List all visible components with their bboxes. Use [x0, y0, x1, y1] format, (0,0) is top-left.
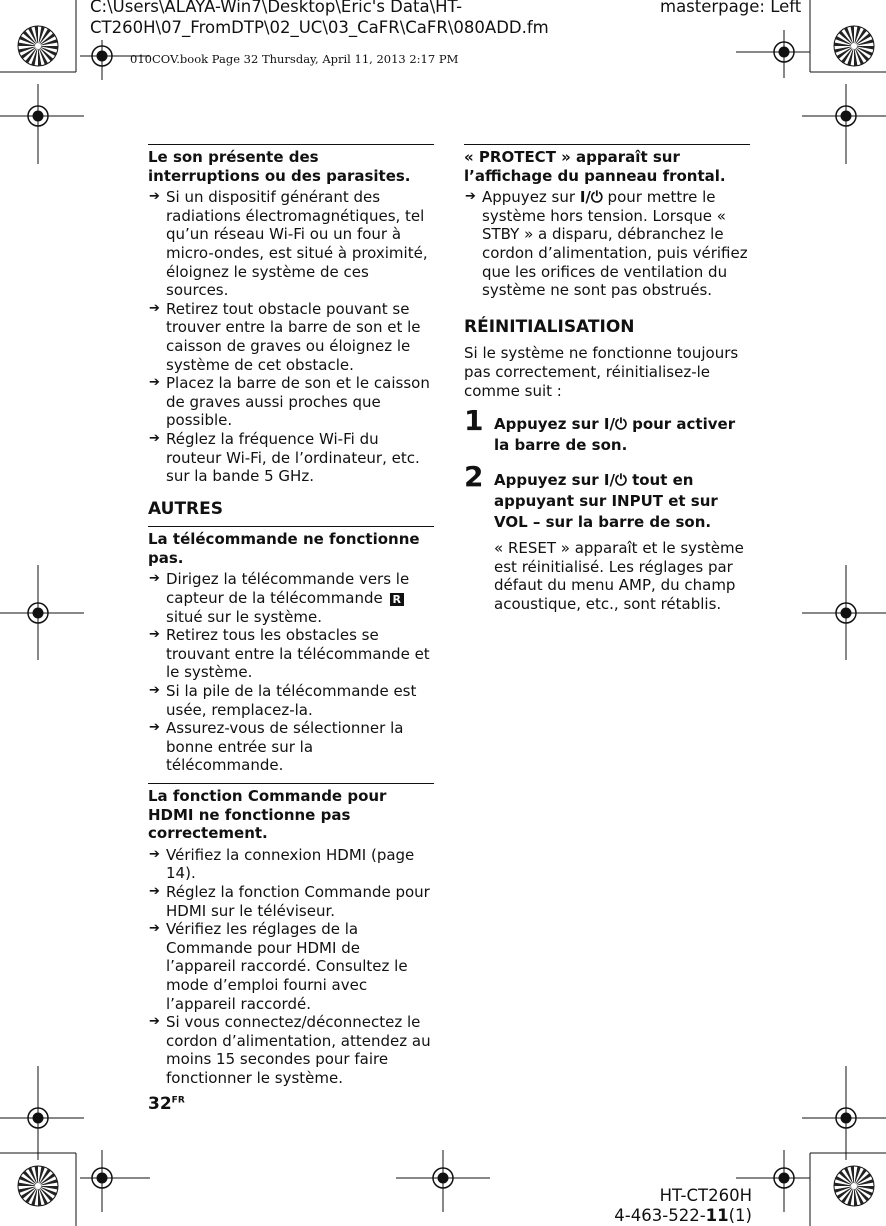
part-code: 4-463-522-11(1) — [614, 1206, 752, 1225]
reinit-intro: Si le système ne fonctionne toujours pas correctement, réinitialisez-le comme suit : — [464, 344, 739, 400]
list-item: ➔ Retirez tous les obstacles se trouvant entre la télécommande et le système. — [149, 626, 430, 682]
starburst-mark-icon — [834, 26, 874, 66]
arrow-icon: ➔ — [149, 300, 160, 316]
list-item: ➔ Si vous connectez/déconnectez le cordon d’alimentation, attendez au moins 15 secondes pour faire fonctionner le système. — [149, 1013, 431, 1087]
arrow-icon: ➔ — [149, 627, 160, 643]
arrow-icon: ➔ — [149, 883, 160, 899]
arrow-icon: ➔ — [149, 1014, 160, 1030]
list-item: ➔ Dirigez la télécommande vers le capteur de la télécommande R situé sur le système. — [149, 570, 410, 626]
model-info — [560, 1186, 752, 1226]
list-item: ➔ Vérifiez les réglages de la Commande pour HDMI de l’appareil raccordé. Consultez le mode d’emploi fourni avec l’appareil raccordé. — [149, 920, 408, 1013]
step-1: 1 Appuyez sur I/⏻ pour activer la barre de son. — [464, 404, 736, 455]
remote-sensor-icon: R — [390, 593, 404, 606]
hdmi-list — [148, 846, 434, 1088]
model-name: HT-CT260H — [659, 1186, 752, 1205]
arrow-icon: ➔ — [149, 571, 160, 587]
list-item: ➔ Appuyez sur I/⏻ pour mettre le système hors tension. Lorsque « STBY » a disparu, débranchez le cordon d’alimentation, puis vérifiez que les orifices de ventilation du système ne sont pas obstrués. — [465, 188, 748, 300]
section-title-sound-interruptions: Le son présente des interruptions ou des parasites. — [148, 144, 434, 185]
heading-reinitialisation: RÉINITIALISATION — [464, 316, 635, 337]
remote-list — [148, 570, 434, 775]
arrow-icon: ➔ — [465, 189, 476, 205]
step-number: 2 — [464, 460, 484, 494]
sound-interruptions-list — [148, 188, 434, 486]
arrow-icon: ➔ — [149, 683, 160, 699]
starburst-mark-icon — [18, 26, 58, 66]
power-icon: I/⏻ — [603, 415, 627, 434]
file-path-header: C:\Users\ALAYA-Win7\Desktop\Eric's Data\HT-CT260H\07_FromDTP\02_UC\03_CaFR\CaFR\080ADD.fm — [90, 0, 549, 37]
left-column — [148, 144, 434, 1088]
list-item: ➔ Réglez la fonction Commande pour HDMI sur le téléviseur. — [149, 882, 430, 920]
step-number: 1 — [464, 404, 484, 438]
arrow-icon: ➔ — [149, 921, 160, 937]
heading-autres: AUTRES — [148, 498, 223, 519]
right-column — [464, 144, 750, 614]
list-item: ➔ Réglez la fréquence Wi-Fi du routeur Wi-Fi, de l’ordinateur, etc. sur la bande 5 GHz. — [149, 429, 420, 486]
step-2-description: « RESET » apparaît et le système est réinitialisé. Les réglages par défaut du menu AMP, du champ acoustique, etc., sont rétablis. — [494, 539, 744, 613]
page-number: $32^{FR}$ — [148, 1094, 185, 1114]
protect-list — [464, 188, 750, 300]
power-icon: I/⏻ — [579, 188, 603, 207]
list-item: ➔ Si la pile de la télécommande est usée, remplacez-la. — [149, 682, 417, 719]
step-2: 2 Appuyez sur I/⏻ tout en appuyant sur INPUT et sur VOL – sur la barre de son. « RESET » apparaît et le système est réinitialisé. Les réglages par défaut du menu AMP, du champ acoustique, etc., sont rétablis. — [464, 470, 750, 613]
section-title-protect: « PROTECT » apparaît sur l’affichage du panneau frontal. — [464, 144, 750, 185]
arrow-icon: ➔ — [149, 430, 160, 446]
starburst-mark-icon — [18, 1166, 58, 1206]
arrow-icon: ➔ — [149, 189, 160, 205]
list-item: ➔ Si un dispositif générant des radiations électromagnétiques, tel qu’un réseau Wi-Fi ou un four à micro-ondes, est situé à proximité, éloignez le système de ces sources. — [149, 188, 428, 300]
arrow-icon: ➔ — [149, 720, 160, 736]
arrow-icon: ➔ — [149, 375, 160, 391]
section-title-hdmi: La fonction Commande pour HDMI ne fonctionne pas correctement. — [148, 783, 434, 843]
list-item: ➔ Placez la barre de son et le caisson de graves aussi proches que possible. — [149, 374, 430, 430]
page-lang-superscript: FR — [171, 1095, 185, 1106]
section-title-remote: La télécommande ne fonctionne pas. — [148, 526, 434, 567]
list-item: ➔ Vérifiez la connexion HDMI (page 14). — [149, 845, 415, 883]
book-info-line: 010COV.book Page 32 Thursday, April 11, 2013 2:17 PM — [130, 52, 459, 66]
arrow-icon: ➔ — [149, 846, 160, 862]
list-item: ➔ Assurez-vous de sélectionner la bonne entrée sur la télécommande. — [149, 719, 404, 775]
masterpage-label: masterpage: Left — [660, 0, 802, 16]
starburst-mark-icon — [834, 1166, 874, 1206]
list-item: ➔ Retirez tout obstacle pouvant se trouver entre la barre de son et le caisson de graves ou éloignez le système de cet obstacle. — [149, 299, 421, 374]
power-icon: I/⏻ — [603, 471, 627, 490]
